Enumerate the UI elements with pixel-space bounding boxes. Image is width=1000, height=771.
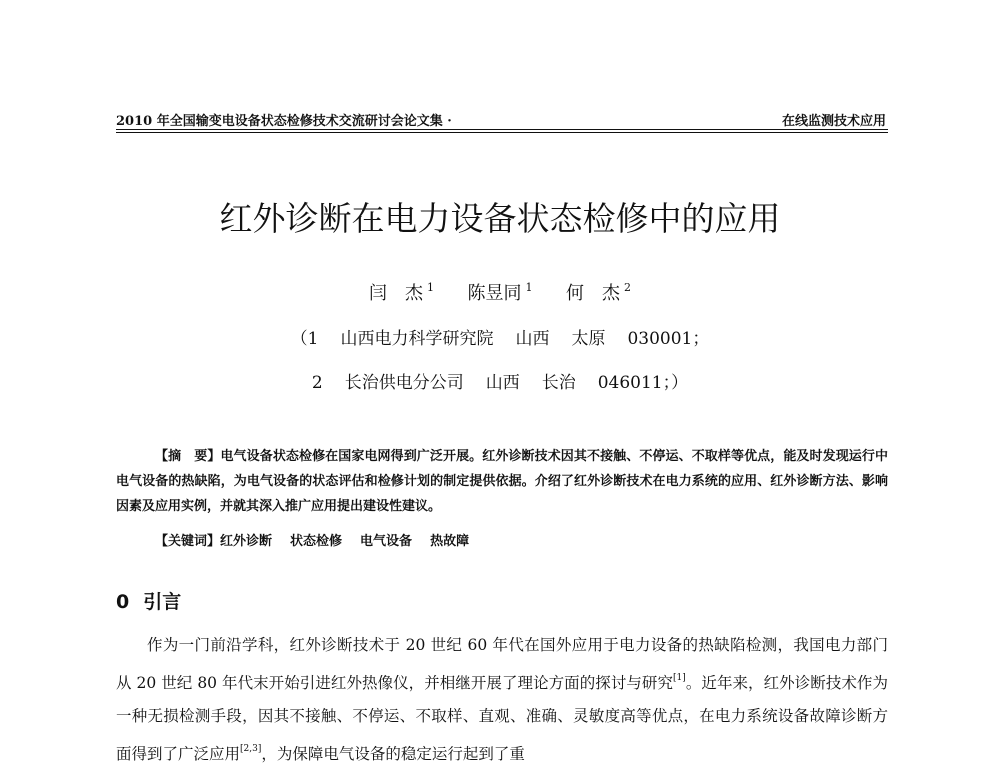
header-rule-bottom (116, 132, 888, 133)
section-title: 引言 (143, 591, 182, 613)
citation: [2,3] (240, 744, 262, 754)
affiliation-prefix: 2 (311, 373, 323, 393)
running-header (116, 107, 888, 129)
keyword: 状态检修 (290, 534, 343, 549)
affiliation-postcode: 046011；） (597, 373, 689, 393)
body-text: 。近年来，红外诊断技术作为一种无损检测手段，因其不接触、不停运、不取样、直观、准确、灵敏度高等优点，在电力系统设备故障诊断方面得到了广泛应用 (116, 674, 888, 763)
keyword: 热故障 (430, 534, 470, 549)
author-name: 陈昱同 (467, 283, 522, 304)
author-name: 闫 杰 (369, 283, 424, 304)
abstract-label: 【摘 要】 (155, 449, 221, 464)
keywords (155, 530, 487, 549)
citation: [1] (673, 673, 686, 683)
author-affiliation-mark: 2 (623, 281, 631, 294)
keywords-label: 【关键词】 (155, 534, 221, 549)
abstract-text: 电气设备状态检修在国家电网得到广泛开展。红外诊断技术因其不接触、不停运、不取样等优点，能及时发现运行中电气设备的热缺陷，为电气设备的状态评估和检修计划的制定提供依据。介绍了红外诊断技术在电力系统的应用、红外诊断方法、影响因素及应用实例，并就其深入推广应用提出建设性建议。 (116, 449, 888, 514)
header-rule-top (116, 129, 888, 130)
affiliation-prefix: （1 (290, 329, 319, 349)
affiliation-line (0, 368, 1000, 393)
section-heading (116, 587, 181, 614)
section-number: 0 (116, 591, 130, 613)
author-affiliation-mark: 1 (525, 281, 533, 294)
body-paragraph (116, 629, 888, 771)
affiliation-city: 长治 (541, 373, 576, 393)
header-proceedings-title: 2010 年全国输变电设备状态检修技术交流研讨会论文集 · (116, 114, 452, 129)
affiliation-province: 山西 (485, 373, 520, 393)
author-affiliation-mark: 1 (427, 281, 435, 294)
keyword: 红外诊断 (220, 534, 273, 549)
affiliation-organization: 长治供电分公司 (344, 373, 464, 393)
affiliation-organization: 山西电力科学研究院 (340, 329, 494, 349)
affiliation-province: 山西 (515, 329, 550, 349)
affiliation-city: 太原 (571, 329, 606, 349)
affiliation-line (0, 324, 1000, 349)
body-text: ，为保障电气设备的稳定运行起到了重 (261, 745, 525, 763)
paper-title: 红外诊断在电力设备状态检修中的应用 (219, 199, 781, 238)
body-text: 作为一门前沿学科，红外诊断技术于 20 世纪 60 年代在国外应用于电力设备的热缺陷检测，我国电力部门从 20 世纪 80 年代末开始引进红外热像仪，并相继开展了理论方面的探讨与研究 (116, 636, 888, 692)
author-list (0, 279, 1000, 305)
affiliation-postcode: 030001； (627, 329, 710, 349)
keyword: 电气设备 (360, 534, 413, 549)
header-section-name: 在线监测技术应用 (781, 114, 886, 129)
abstract (116, 444, 888, 519)
author-name: 何 杰 (565, 283, 620, 304)
